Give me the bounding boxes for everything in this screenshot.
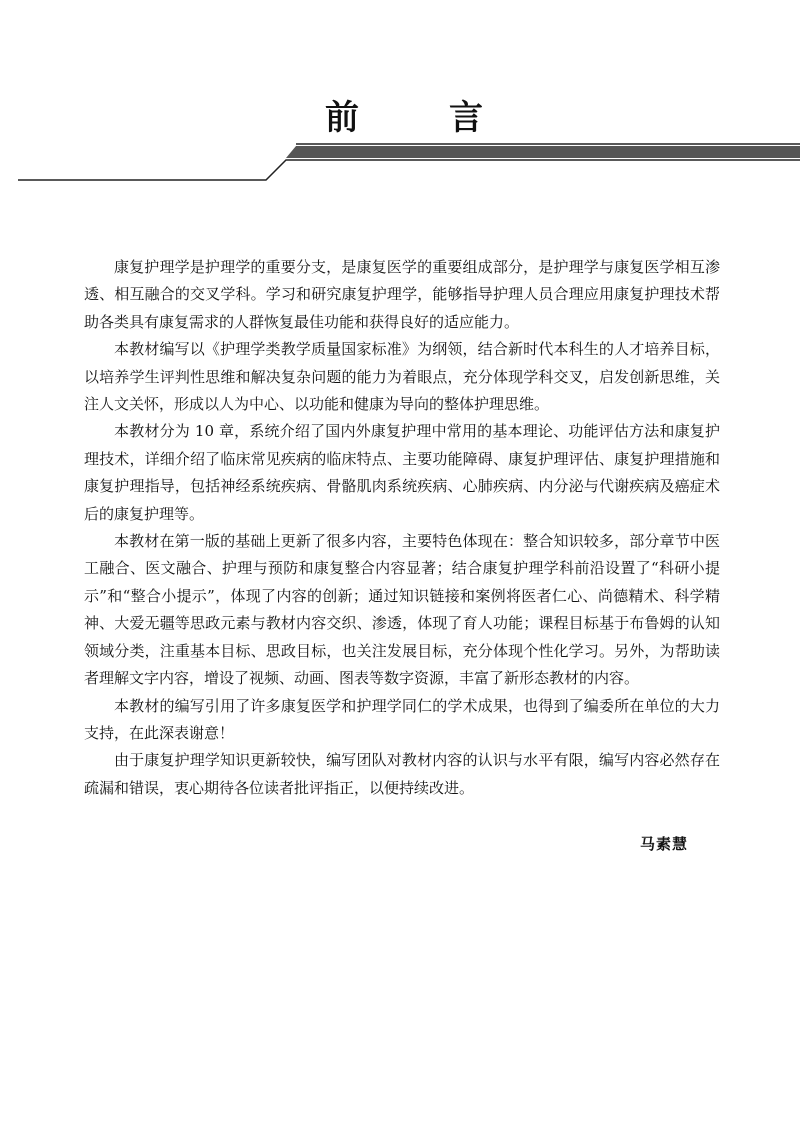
author-signature: 马素慧 (639, 835, 688, 853)
preface-paragraph: 本教材编写以《护理学类教学质量国家标准》为纲领，结合新时代本科生的人才培养目标，以培养学生评判性思维和解决复杂问题的能力为着眼点，充分体现学科交叉，启发创新思维，关注人文关怀，形成以人为中心、以功能和健康为导向的整体护理思维。 (84, 340, 720, 414)
title-rule-lower-line (18, 160, 800, 180)
preface-body (84, 254, 720, 802)
title-banner-band (286, 146, 800, 158)
title-decorative-rule (0, 136, 800, 186)
page-title: 前 言 (325, 98, 511, 138)
preface-paragraph: 本教材的编写引用了许多康复医学和护理学同仁的学术成果，也得到了编委所在单位的大力支持，在此深表谢意！ (84, 696, 720, 742)
preface-paragraph: 康复护理学是护理学的重要分支，是康复医学的重要组成部分，是护理学与康复医学相互渗透、相互融合的交叉学科。学习和研究康复护理学，能够指导护理人员合理应用康复护理技术帮助各类具有康复需求的人群恢复最佳功能和获得良好的适应能力。 (84, 258, 720, 331)
preface-paragraph: 本教材在第一版的基础上更新了很多内容，主要特色体现在：整合知识较多，部分章节中医工融合、医文融合、护理与预防和康复整合内容显著；结合康复护理学科前沿设置了“科研小提示”和“整合小提示”，体现了内容的创新；通过知识链接和案例将医者仁心、尚德精术、科学精神、大爱无疆等思政元素与教材内容交织、渗透，体现了育人功能；课程目标基于布鲁姆的认知领域分类，注重基本目标、思政目标，也关注发展目标，充分体现个性化学习。另外，为帮助读者理解文字内容，增设了视频、动画、图表等数字资源，丰富了新形态教材的内容。 (84, 532, 720, 688)
preface-paragraph: 本教材分为 10 章，系统介绍了国内外康复护理中常用的基本理论、功能评估方法和康复护理技术，详细介绍了临床常见疾病的临床特点、主要功能障碍、康复护理评估、康复护理措施和康复护理指导，包括神经系统疾病、骨骼肌肉系统疾病、心肺疾病、内分泌与代谢疾病及癌症术后的康复护理等。 (84, 422, 720, 523)
preface-paragraph: 由于康复护理学知识更新较快，编写团队对教材内容的认识与水平有限，编写内容必然存在疏漏和错误，衷心期待各位读者批评指正，以便持续改进。 (84, 751, 720, 797)
